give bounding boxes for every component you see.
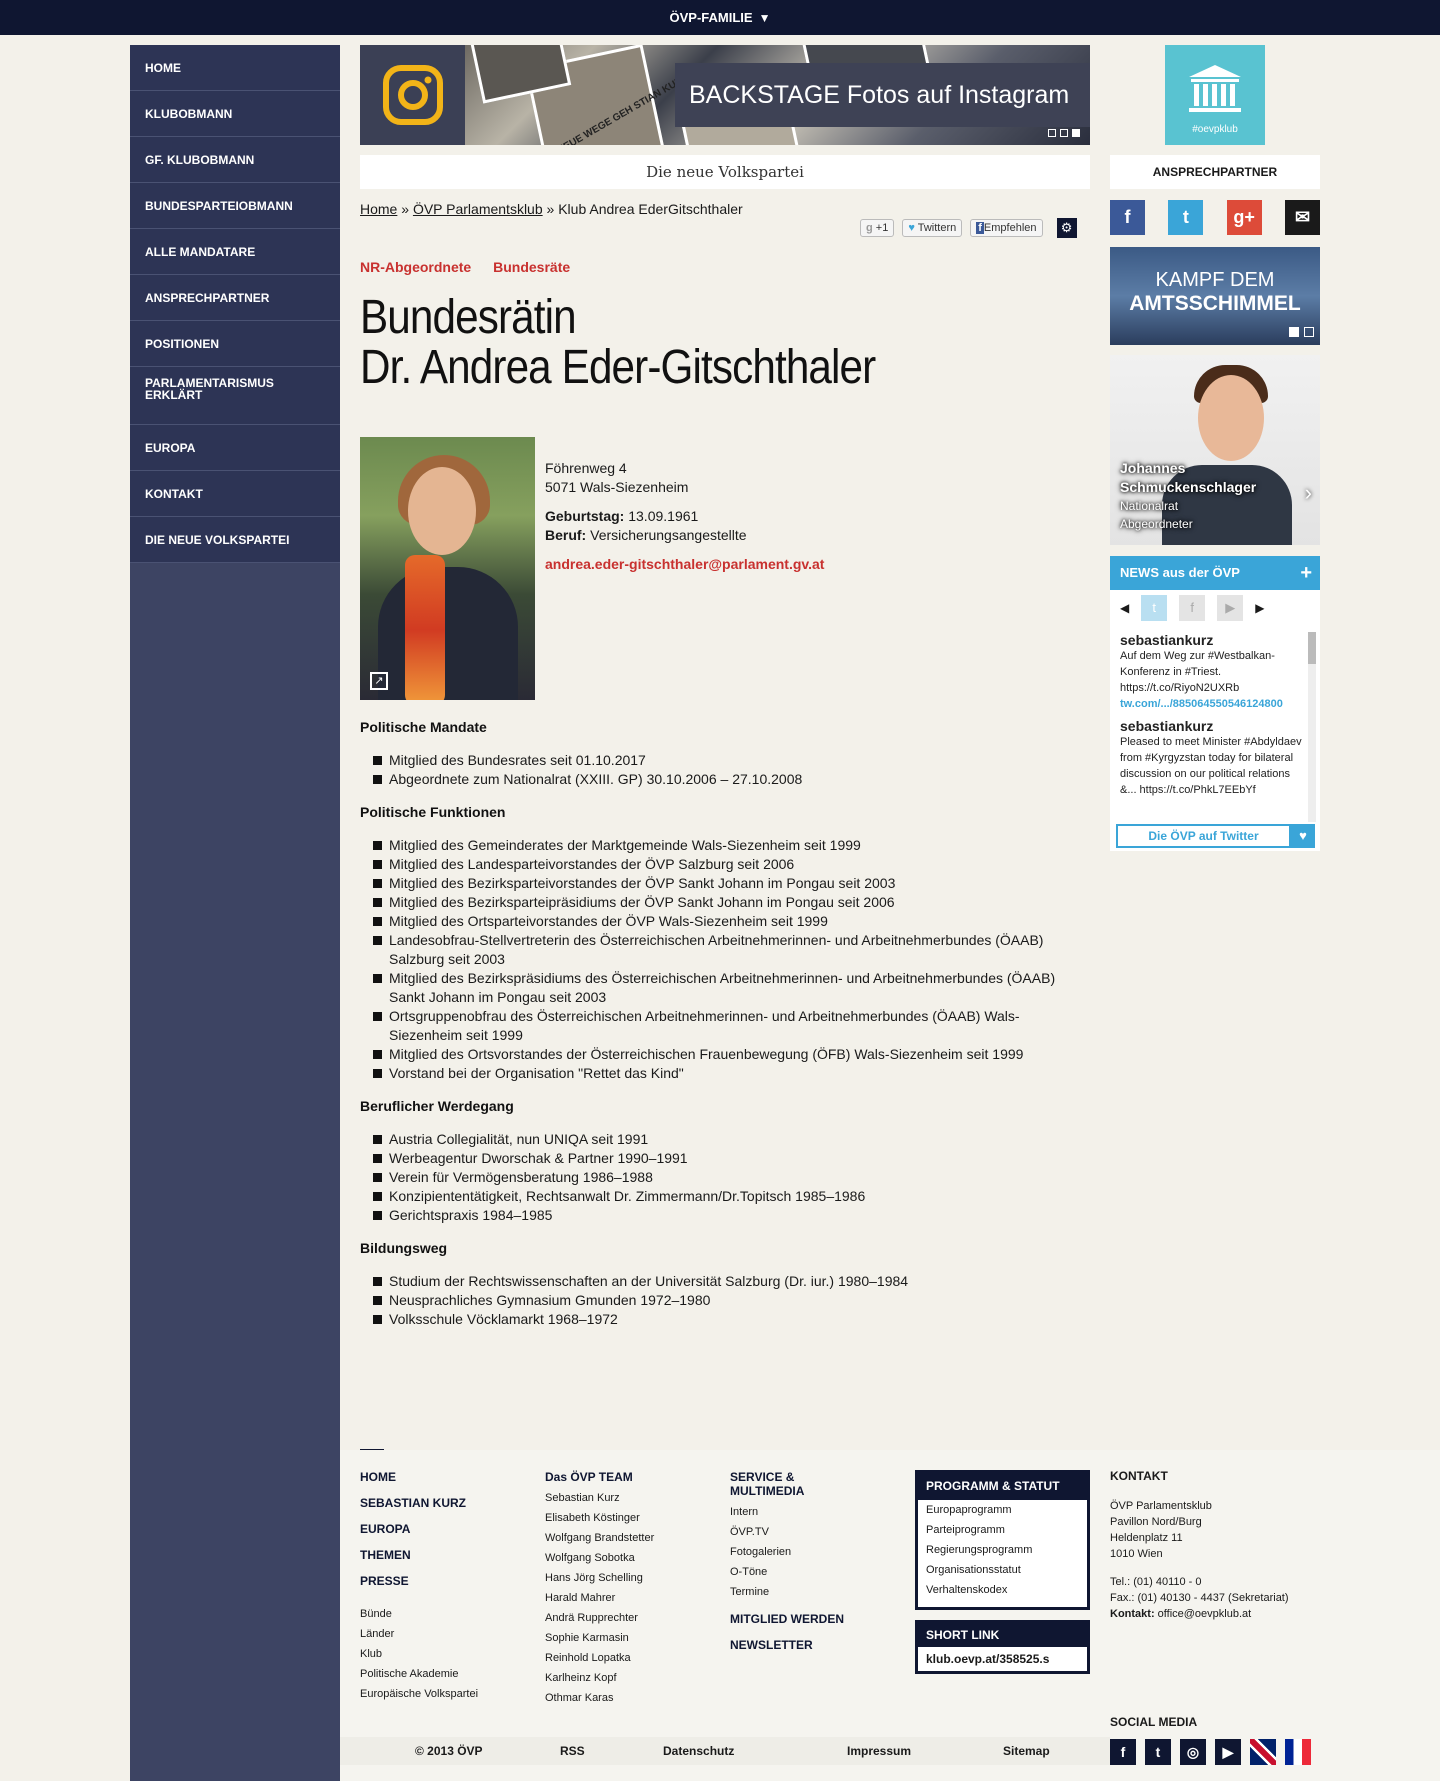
person-card[interactable] (1110, 355, 1320, 545)
footer-link[interactable]: Europäische Volkspartei (360, 1688, 479, 1700)
tag-nr-abgeordnete[interactable]: NR-Abgeordnete (360, 259, 472, 275)
sidebar-item-home[interactable]: HOME (130, 45, 340, 91)
topbar-label: ÖVP-FAMILIE (669, 10, 753, 25)
tweet-text: Pleased to meet Minister #Abdyldaev from #Kyrgyzstan today for bilateral discussion on our political relations &... https://t.co/PhkL7EEbYf (1120, 736, 1302, 796)
service-link[interactable]: Fotogalerien (730, 1546, 792, 1558)
programm-link[interactable]: Organisationsstatut (926, 1564, 1021, 1576)
kontakt-line: Pavillon Nord/Burg (1110, 1516, 1202, 1528)
section-heading: Beruflicher Werdegang (360, 1098, 514, 1114)
amtsschimmel-banner[interactable] (1110, 247, 1320, 345)
mitglied-werden-link[interactable]: MITGLIED WERDEN (730, 1612, 844, 1626)
page-title (360, 293, 976, 393)
feed-scrollbar[interactable] (1308, 632, 1316, 822)
list-item: Mitglied des Bundesrates seit 01.10.2017 (373, 751, 1073, 770)
tweet-feed[interactable] (1120, 632, 1305, 822)
gplus-icon: g (866, 222, 873, 234)
amts-pager[interactable] (1289, 327, 1314, 337)
banner-pager[interactable] (1048, 129, 1080, 137)
education-list (373, 1272, 1073, 1329)
amts-line-2: AMTSSCHIMMEL (1129, 292, 1301, 315)
list-item: Mitglied des Bezirksparteivorstandes der ÖVP Sankt Johann im Pongau seit 2003 (373, 874, 1073, 893)
footer-link-home[interactable]: HOME (360, 1470, 396, 1484)
tweet-link[interactable]: tw.com/.../885064550546124800 (1120, 698, 1283, 710)
oevpklub-logo[interactable] (1165, 45, 1265, 145)
team-member-link[interactable]: Karlheinz Kopf (545, 1672, 617, 1684)
instagram-icon[interactable]: ◎ (1180, 1739, 1206, 1765)
team-member-link[interactable]: Reinhold Lopatka (545, 1652, 631, 1664)
programm-box (915, 1470, 1090, 1610)
footer-team-heading[interactable]: Das ÖVP TEAM (545, 1470, 633, 1484)
footer-bottom-bar (340, 1737, 1110, 1765)
functions-list (373, 836, 1073, 1083)
news-header[interactable] (1110, 556, 1320, 590)
programm-link[interactable]: Parteiprogramm (926, 1524, 1005, 1536)
newsletter-link[interactable]: NEWSLETTER (730, 1638, 813, 1652)
list-item: Landesobfrau-Stellvertreterin des Österreichischen Arbeitnehmerinnen- und Arbeitnehmerbundes (ÖAAB) Salzburg seit 2003 (373, 931, 1073, 969)
portrait-photo[interactable] (360, 437, 535, 700)
tweet-text: Auf dem Weg zur #Westbalkan-Konferenz in #Triest. https://t.co/RiyoN2UXRb (1120, 650, 1275, 694)
sidebar-item-europa[interactable]: EUROPA (130, 425, 340, 471)
team-member-link[interactable]: Andrä Rupprechter (545, 1612, 638, 1624)
footer-col-main (360, 1470, 478, 1704)
tweet-item (1120, 632, 1305, 712)
tag-bundesraete[interactable]: Bundesräte (493, 259, 571, 275)
news-tabs (1110, 590, 1320, 626)
google-plus-icon[interactable]: g+ (1227, 200, 1262, 235)
plus-icon[interactable]: + (1300, 562, 1312, 584)
section-heading: Politische Funktionen (360, 804, 506, 820)
photo-caption: NEUE WEGE GEH STIAN (555, 87, 664, 145)
list-item: Mitglied des Ortsvorstandes der Österreichischen Frauenbewegung (ÖFB) Wals-Siezenheim seit 1999 (373, 1045, 1073, 1064)
ansprechpartner-button[interactable]: ANSPRECHPARTNER (1110, 155, 1320, 189)
career-list (373, 1130, 1073, 1225)
list-item: Verein für Vermögensberatung 1986–1988 (373, 1168, 1073, 1187)
external-link-icon[interactable]: ↗ (370, 672, 388, 690)
list-item: Volksschule Vöcklamarkt 1968–1972 (373, 1310, 1073, 1329)
tweet-user: sebastiankurz (1120, 718, 1214, 734)
footer-link[interactable]: Klub (360, 1648, 383, 1660)
list-item: Studium der Rechtswissenschaften an der Universität Salzburg (Dr. iur.) 1980–1984 (373, 1272, 1073, 1291)
social-media-footer (1110, 1715, 1311, 1765)
instagram-banner[interactable] (360, 45, 1090, 145)
rss-link[interactable]: RSS (560, 1744, 585, 1758)
sidebar-item-klubobmann[interactable]: KLUBOBMANN (130, 91, 340, 137)
party-bar: Die neue Volkspartei (360, 155, 1090, 189)
team-member-link[interactable]: Elisabeth Köstinger (545, 1512, 640, 1524)
facebook-tab-icon[interactable]: f (1179, 595, 1205, 621)
service-link[interactable]: Termine (730, 1586, 770, 1598)
parliament-icon (1187, 63, 1243, 113)
instagram-icon (360, 45, 465, 145)
footer-col-team (545, 1470, 654, 1708)
team-member-link[interactable]: Harald Mahrer (545, 1592, 616, 1604)
programm-link[interactable]: Europaprogramm (926, 1504, 1012, 1516)
team-member-link[interactable]: Othmar Karas (545, 1692, 614, 1704)
twitter-tab-icon[interactable]: t (1141, 595, 1167, 621)
twitter-bird-icon: ♥ (1291, 824, 1315, 848)
category-tags (360, 259, 588, 275)
address-street: Föhrenweg 4 (545, 460, 627, 476)
kontakt-line: 1010 Wien (1110, 1548, 1163, 1560)
team-member-link[interactable]: Wolfgang Sobotka (545, 1552, 635, 1564)
social-share-row (1110, 200, 1320, 235)
footer-link[interactable]: Politische Akademie (360, 1668, 459, 1680)
chevron-down-icon: ▼ (758, 11, 771, 25)
tweet-user: sebastiankurz (1120, 632, 1214, 648)
email-link[interactable]: andrea.eder-gitschthaler@parlament.gv.at (545, 556, 825, 572)
service-link[interactable]: O-Töne (730, 1566, 768, 1578)
short-link-value[interactable]: klub.oevp.at/358525.s (926, 1652, 1050, 1666)
service-heading-1[interactable]: SERVICE & (730, 1470, 795, 1484)
gear-icon[interactable]: ⚙ (1057, 218, 1077, 238)
sidebar-item-neue-volkspartei[interactable]: DIE NEUE VOLKSPARTEI (130, 517, 340, 563)
share-row (860, 218, 1077, 238)
sidebar-item-bundesparteiobmann[interactable]: BUNDESPARTEIOBMANN (130, 183, 340, 229)
sidebar-item-ansprechpartner[interactable]: ANSPRECHPARTNER (130, 275, 340, 321)
birthday-value: 13.09.1961 (628, 508, 699, 524)
klub-hashtag: #oevpklub (1192, 124, 1238, 135)
sidebar-item-gf-klubobmann[interactable]: GF. KLUBOBMANN (130, 137, 340, 183)
breadcrumb-club[interactable]: ÖVP Parlamentsklub (412, 201, 543, 217)
breadcrumb-separator: » (401, 201, 410, 217)
twitter-icon[interactable]: t (1168, 200, 1203, 235)
mandate-list (373, 751, 1073, 789)
person-role-2: Abgeordneter (1120, 517, 1193, 531)
facebook-icon: f (978, 222, 982, 234)
prev-arrow-icon[interactable]: ◀ (1120, 601, 1130, 615)
kontakt-email[interactable]: office@oevpklub.at (1157, 1608, 1252, 1620)
sidebar-item-parlamentarismus[interactable]: PARLAMENTARISMUS ERKLÄRT (130, 367, 340, 425)
kontakt-fax: Fax.: (01) 40130 - 4437 (Sekretariat) (1110, 1592, 1289, 1604)
list-item: Konzipiententätigkeit, Rechtsanwalt Dr. Zimmermann/Dr.Topitsch 1985–1986 (373, 1187, 1073, 1206)
kontakt-line: ÖVP Parlamentsklub (1110, 1500, 1212, 1512)
france-flag-icon[interactable] (1285, 1739, 1311, 1765)
datenschutz-link[interactable]: Datenschutz (663, 1744, 735, 1758)
breadcrumb-home[interactable]: Home (360, 201, 398, 217)
team-member-link[interactable]: Sebastian Kurz (545, 1492, 620, 1504)
kontakt-line: Heldenplatz 11 (1110, 1532, 1183, 1544)
address-city: 5071 Wals-Siezenheim (545, 479, 689, 495)
news-title: NEWS aus der ÖVP (1120, 565, 1240, 580)
list-item: Werbeagentur Dworschak & Partner 1990–1991 (373, 1149, 1073, 1168)
breadcrumb (360, 201, 743, 217)
list-item: Gerichtspraxis 1984–1985 (373, 1206, 1073, 1225)
chevron-right-icon[interactable]: › (1304, 480, 1312, 505)
gplus-label: +1 (875, 222, 889, 234)
title-line-2: Dr. Andrea Eder-Gitschthaler (360, 341, 876, 394)
kontakt-heading: KONTAKT (1110, 1469, 1168, 1483)
oevp-familie-menu[interactable] (0, 0, 1440, 35)
breadcrumb-current: Klub Andrea EderGitschthaler (558, 201, 743, 217)
gplus-button[interactable] (860, 219, 894, 237)
kontakt-email-label: Kontakt: (1110, 1608, 1155, 1620)
sidebar-nav (130, 45, 340, 1781)
sidebar-item-kontakt[interactable]: KONTAKT (130, 471, 340, 517)
breadcrumb-separator: » (546, 201, 555, 217)
twitter-share-label: Twittern (917, 222, 957, 234)
uk-flag-icon[interactable] (1250, 1739, 1276, 1765)
mail-icon[interactable]: ✉ (1285, 200, 1320, 235)
footer-link[interactable]: Bünde (360, 1608, 392, 1620)
copyright: © 2013 ÖVP (415, 1744, 483, 1758)
list-item: Mitglied des Bezirksparteipräsidiums der ÖVP Sankt Johann im Pongau seit 2006 (373, 893, 1073, 912)
oevp-twitter-button[interactable]: Die ÖVP auf Twitter (1116, 824, 1291, 848)
sidebar-item-positionen[interactable]: POSITIONEN (130, 321, 340, 367)
list-item: Mitglied des Ortsparteivorstandes der ÖVP Wals-Siezenheim seit 1999 (373, 912, 1073, 931)
programm-heading: PROGRAMM & STATUT (918, 1473, 1087, 1500)
twitter-icon: ♥ (908, 222, 915, 234)
list-item: Vorstand bei der Organisation "Rettet das Kind" (373, 1064, 1073, 1083)
person-name-2: Schmuckenschlager (1120, 479, 1257, 495)
social-media-heading: SOCIAL MEDIA (1110, 1715, 1198, 1729)
banner-title: BACKSTAGE Fotos auf Instagram (675, 63, 1090, 127)
short-link-heading: SHORT LINK (918, 1623, 1087, 1647)
service-heading-2[interactable]: MULTIMEDIA (730, 1484, 805, 1498)
footer-link-presse[interactable]: PRESSE (360, 1574, 409, 1588)
footer-kontakt (1110, 1468, 1289, 1622)
person-name-1: Johannes (1120, 460, 1186, 476)
person-role-1: Nationalrat (1120, 499, 1179, 513)
footer-col-service (730, 1470, 844, 1664)
kontakt-tel: Tel.: (01) 40110 - 0 (1110, 1576, 1202, 1588)
list-item: Mitglied des Gemeinderates der Marktgemeinde Wals-Siezenheim seit 1999 (373, 836, 1073, 855)
team-member-link[interactable]: Wolfgang Brandstetter (545, 1532, 655, 1544)
next-arrow-icon[interactable]: ▶ (1255, 601, 1265, 615)
programm-link[interactable]: Regierungsprogramm (926, 1544, 1033, 1556)
person-card-text (1120, 459, 1256, 533)
list-item: Mitglied des Bezirkspräsidiums des Österreichischen Arbeitnehmerinnen- und Arbeitnehmerbundes (ÖAAB) Sankt Johann im Pongau seit 2003 (373, 969, 1073, 1007)
service-link[interactable]: ÖVP.TV (730, 1526, 769, 1538)
short-link-box (915, 1620, 1090, 1674)
footer-link[interactable]: Länder (360, 1628, 395, 1640)
list-item: Austria Collegialität, nun UNIQA seit 1991 (373, 1130, 1073, 1149)
contact-info (545, 459, 824, 574)
facebook-like-button[interactable] (970, 219, 1042, 237)
birthday-label: Geburtstag: (545, 508, 625, 524)
facebook-icon[interactable]: f (1110, 200, 1145, 235)
twitter-icon[interactable]: t (1145, 1739, 1171, 1765)
section-heading: Bildungsweg (360, 1240, 448, 1256)
team-member-link[interactable]: Hans Jörg Schelling (545, 1572, 643, 1584)
title-line-1: Bundesrätin (360, 291, 576, 344)
programm-link[interactable]: Verhaltenskodex (926, 1584, 1008, 1596)
footer (340, 1450, 1440, 1781)
footer-link-sebastian-kurz[interactable]: SEBASTIAN KURZ (360, 1496, 467, 1510)
amts-line-1: KAMPF DEM (1155, 269, 1275, 291)
tweet-item (1120, 718, 1305, 798)
sidebar-item-alle-mandatare[interactable]: ALLE MANDATARE (130, 229, 340, 275)
list-item: Ortsgruppenobfrau des Österreichischen Arbeitnehmerinnen- und Arbeitnehmerbundes (ÖAAB) Wals-Siezenheim seit 1999 (373, 1007, 1073, 1045)
footer-link-europa[interactable]: EUROPA (360, 1522, 411, 1536)
video-tab-icon[interactable]: ▶ (1217, 595, 1243, 621)
facebook-like-label: Empfehlen (983, 222, 1037, 234)
team-member-link[interactable]: Sophie Karmasin (545, 1632, 629, 1644)
list-item: Mitglied des Landesparteivorstandes der ÖVP Salzburg seit 2006 (373, 855, 1073, 874)
twitter-share-button[interactable] (902, 219, 962, 237)
job-value: Versicherungsangestellte (590, 527, 747, 543)
facebook-icon[interactable]: f (1110, 1739, 1136, 1765)
footer-link-themen[interactable]: THEMEN (360, 1548, 411, 1562)
impressum-link[interactable]: Impressum (847, 1744, 912, 1758)
list-item: Neusprachliches Gymnasium Gmunden 1972–1980 (373, 1291, 1073, 1310)
youtube-icon[interactable]: ▶ (1215, 1739, 1241, 1765)
sitemap-link[interactable]: Sitemap (1003, 1744, 1050, 1758)
news-widget (1110, 556, 1320, 851)
list-item: Abgeordnete zum Nationalrat (XXIII. GP) 30.10.2006 – 27.10.2008 (373, 770, 1073, 789)
service-link[interactable]: Intern (730, 1506, 759, 1518)
section-heading: Politische Mandate (360, 719, 487, 735)
job-label: Beruf: (545, 527, 587, 543)
